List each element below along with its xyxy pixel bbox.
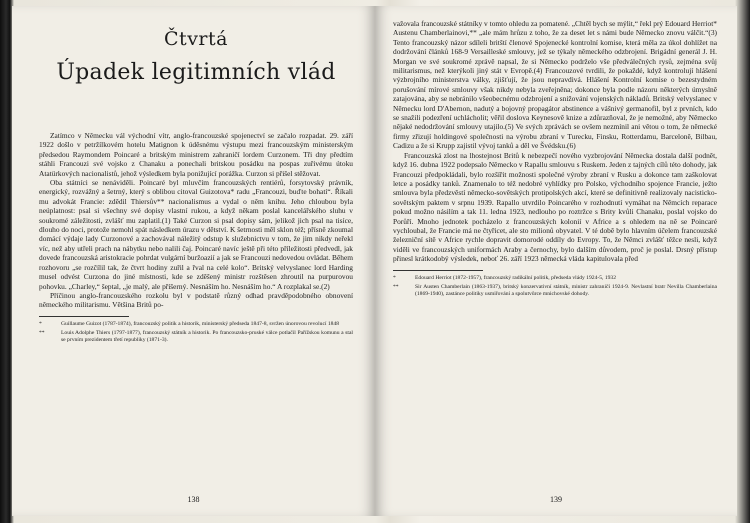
footnote-text: Sir Austen Chamberlain (1863-1937), britský konzervativní státník, ministr zahraničí 1924-9. Nevlastní bratr Nevilla Chamberlaina (1869-1940), zastánce politiky usmiřování a spolutvůrce mnichovské dohody. xyxy=(415,283,717,297)
right-body-text xyxy=(393,19,717,264)
left-page xyxy=(12,6,375,516)
chapter-label: Čtvrtá xyxy=(164,28,228,50)
footnote-divider xyxy=(393,270,483,271)
footnote xyxy=(393,284,717,298)
footnote-text: Edouard Herriot (1872-1957), francouzský radikální politik, předseda vlády 1924-5, 1932 xyxy=(415,274,617,281)
left-body-text xyxy=(39,131,353,310)
footnote xyxy=(39,321,353,328)
footnote-mark: ** xyxy=(393,283,399,290)
footnote-divider xyxy=(39,316,129,317)
footnote xyxy=(39,330,353,344)
page-number: 138 xyxy=(187,495,200,504)
paragraph: važovala francouzské státníky v tomto ohledu za pomatené. „Chtěl bych se mýlit,“ řekl prý Edouard Herriot* Austenu Chamberlainovi,** „ale mám hrůzu z toho, že za deset let s námi bude Německo znovu válčit.“(3) Tento francouzský názor sdíleli britští členové Spojenecké kontrolní komise, která měla za úkol dohlížet na dodržování článků 168-9 Versailleské smlouvy, jež se týkaly německého odzbrojení. Brigádní generál J. H. Morgan ve své soukromé zprávě napsal, že si Německo podrželo vše předválečných rysů, zejména svůj militarismus, než kterýkoli jiný stát v Evropě.(4) Francouzové tvrdili, že pokaždé, když kontrolují hlášení výzbrojního ministerstva války, zjišťují, že jsou nepravdivá. Hlášení Kontrolní komise o bezestydném porušování mírové smlouvy však nikdy nebyla zveřejněna; dokonce byla podle názoru některých úmyslně zatajována, aby se nebránilo všeobecnému odzbrojení a snižování vojenských nákladů. Britský velvyslanec v Německu lord D'Abernon, nadutý a bojovný propagátor abstinence a vášnivý germanofil, byl z prvních, kdo se snažili podezření uchlácholit; věřil doslova Keynesově knize a zdůrazňoval, že je nemožné, aby Německo nějaké nedodržování smlouvy utajilo.(5) Ve svých zprávách se ovšem nezmínil ani větou o tom, že německé firmy zřizují holdingové společnosti na výrobu zbraní v Turecku, Finsku, Rotterdamu, Barceloně, Bilbau, Cadizu a že si Krupp zajistil vývoj tanků a děl ve Švédsku.(6) xyxy=(393,19,717,151)
paragraph: Zatímco v Německu vál východní vítr, anglo-francouzské spojenectví se začalo rozpadat. 29. září 1922 došlo v petržílkovém hotelu Matignon k úděsnému výstupu mezi francouzským ministerským předsedou Raymondem Poincaré a britským ministrem zahraničí lordem Curzonem. Tři dny předtím stáhli Francouzi své vojsko z Chanaku a ponechali britskou posádku na pospas zuřivému útoku Atatürkových nacionalistů, jehož výsledkem byla ponižující porážka. Curzon si přišel stěžovat. xyxy=(39,131,353,178)
footnote-mark: ** xyxy=(39,329,45,336)
footnote-text: Louis Adolphe Thiers (1797-1877), francouzský státník a historik. Po francouzsko-pruské válce potlačil Pařížskou komunu a stal se prvním prezidentem třetí republiky (1871-3). xyxy=(61,329,353,343)
paragraph: Příčinou anglo-francouzského rozkolu byl v podstatě různý odhad pravděpodobného obnovení německého militarismu. Většina Britů po- xyxy=(39,290,353,310)
footnote-mark: * xyxy=(39,320,42,327)
footnote xyxy=(393,275,717,282)
paragraph: Francouzská zlost na lhostejnost Britů k nebezpečí nového vyzbrojování Německa dostala další podnět, když 16. dubna 1922 podepsalo Německo v Rapallu smlouvu s Ruskem. Jeden z tajných cílů této dohody, jak Francouzi předpokládali, bylo rozšířit možnosti společné výroby zbraní v Rusku a dokonce tam zaškolovat letce a posádky tanků. Znamenalo to též nedobré vyhlídky pro Polsko, východního spojence Francie, ježto smlouva byla předzvěstí německo-sovětských protipolských akcí, které se definitivně realizovaly nacisticko-sovětským paktem v srpnu 1939. Rapallo utvrdilo Poincarého v rozhodnutí vymáhat na Němcích reparace pokud možno násilím a tak 11. ledna 1923, nedlouho po roztržce s Brity kvůli Chanaku, poslal vojsko do Porůří. Mnoho jednotek pocházelo z francouzských kolonií v Africe a s ohledem na ně se Poincaré vychloubal, že Francie má ne čtyřicet, ale sto milionů obyvatel. V té době bylo hlavním účelem francouzské železniční sítě v Africe rychle dopravit domorodé oddíly do Evropy. To, že Němci zvlášť těžce nesli, když viděli ve francouzských uniformách Araby a černochy, bylo dalším důvodem, proč je poslal. Drsný přístup přinesl krátkodobý výsledek, neboť 26. září 1923 německá vláda kapitulovala před xyxy=(393,150,717,264)
paragraph: Oba státníci se nenáviděli. Poincaré byl mluvčím francouzských rentiérů, forsytovský právník, energický, rozvážný a šetrný, který s oblibou citoval Guizotova* radu „Francouzi, buďte bohatí“. Říkali mu advokát Francie: zdědil Thiersův** nacionalismus a vydal o něm knihu. Jeho chloubou byla neúplatnost: psal si všechny své dopisy vlastní rukou, a když někam poslal kancelářského sluhu v soukromé záležitosti, zvlášť mu zaplatil.(1) Také Curzon si psal dopisy sám, jelikož jich psal na tisíce, dlouho do noci, protože nemohl spát následkem úrazu v dětství. K šetrnosti měl sklon též; přísně zkoumal domácí výdaje lady Curzonové a zachovával náležitý odstup k služebnictvu v tom, že jim nikdy neřekl víc, než aby utřeli prach na nábytku nebo nalili čaj. Poincaré navíc ještě při této příležitosti předvedl, jak dovede francouzská aristokracie pohrdat vulgární buržoazií a jak se Francouzi nedovedou ovládat. Během rozhovoru „se rozčílil tak, že čtvrt hodiny zuřil a řval na celé kolo“. Britský velvyslanec lord Harding musel odvést Curzona do jiné místnosti, kde se zděšený ministr rozštěsen zhroutil na purpurovou pohovku. „Charley,“ šeptal, „je malý, ale příšerný. Nesnáším ho. Nesnáším ho.“ A rozplakal se.(2) xyxy=(39,178,353,291)
right-page xyxy=(375,6,737,516)
page-number: 139 xyxy=(550,495,562,504)
chapter-title: Úpadek legitimních vlád xyxy=(56,60,336,85)
footnote-mark: * xyxy=(393,274,396,281)
footnote-text: Guillaume Guizot (1787-1874), francouzský politik a historik, ministerský předseda 1847-8, svržen únorovou revolucí 1848 xyxy=(61,320,340,327)
